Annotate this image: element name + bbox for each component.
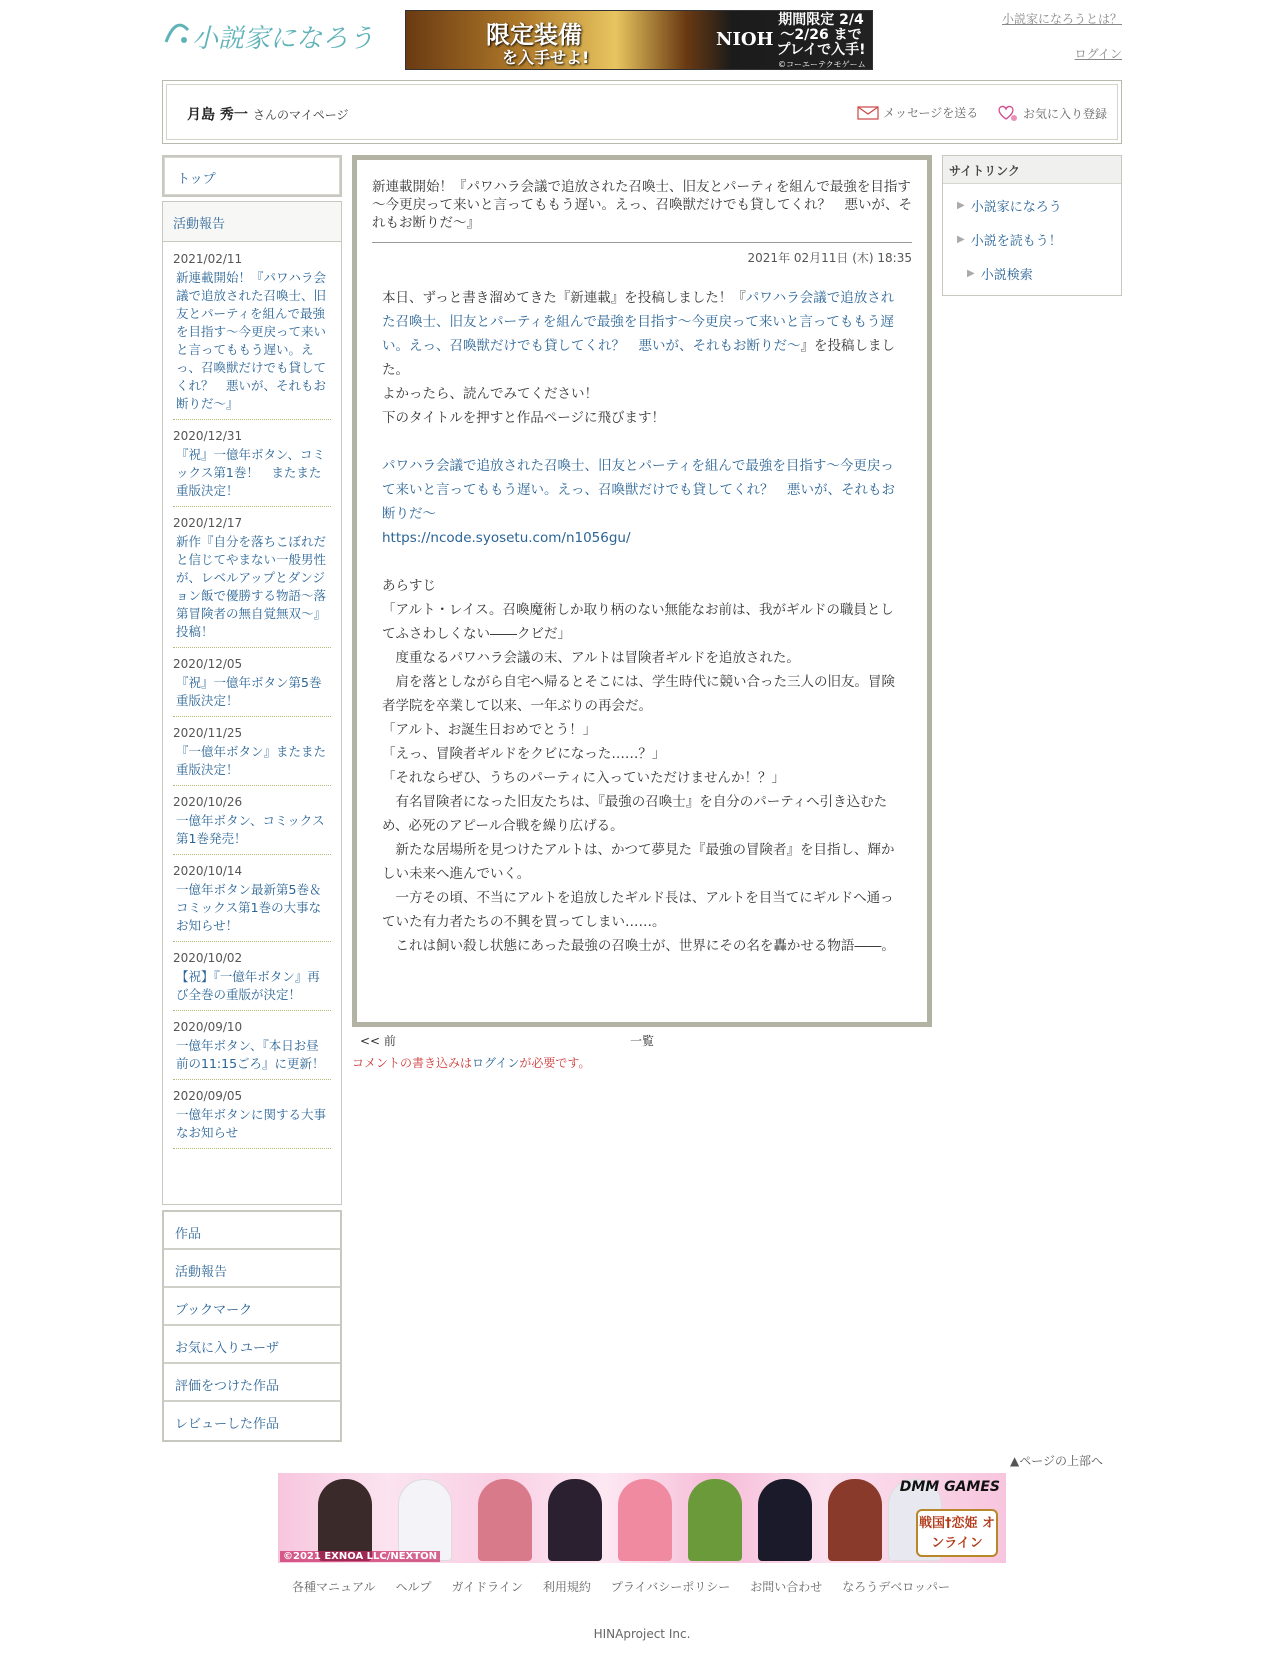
nav-reviewed-works[interactable]: レビューした作品 — [164, 1402, 340, 1440]
synopsis-line: これは飼い殺し状態にあった最強の召喚士が、世界にその名を轟かせる物語――。 — [382, 938, 895, 954]
work-title-link[interactable]: パワハラ会議で追放された召喚士、旧友とパーティを組んで最強を目指す～今更戻って来いと言ってももう遅い。えっ、召喚獣だけでも貸してくれ？ 悪いが、それもお断りだ～ — [382, 458, 895, 522]
report-date: 2020/12/31 — [173, 429, 243, 443]
banner-promo: 期間限定 2/4～2/26 までプレイで入手! — [776, 12, 866, 58]
nav-bookmark[interactable]: ブックマーク — [164, 1288, 340, 1326]
article-paragraph-2: よかったら、読んでみてください！ — [382, 386, 598, 402]
synopsis-line: 「アルト、お誕生日おめでとう！」 — [382, 722, 597, 738]
send-message-label: メッセージを送る — [883, 106, 979, 120]
p1-suffix: 』を投稿しました。 — [382, 338, 895, 378]
report-item — [173, 724, 331, 786]
article-paragraph-1 — [382, 286, 902, 382]
footer-link-help[interactable]: ヘルプ — [395, 1580, 432, 1594]
report-item — [173, 1087, 331, 1149]
nav-favorite-users[interactable]: お気に入りユーザ — [164, 1326, 340, 1364]
article-title: 新連載開始！『パワハラ会議で追放された召喚士、旧友とパーティを組んで最強を目指す～今更戻って来いと言ってももう遅い。えっ、召喚獣だけでも貸してくれ？ 悪いが、それもお断りだ～』 — [372, 179, 912, 231]
synopsis-line: 有名冒険者になった旧友たちは、『最強の召喚士』を自分のパーティへ引き込むため、必死のアピール合戦を繰り広げる。 — [382, 794, 888, 834]
report-item — [173, 655, 331, 717]
banner-line2: を入手せよ! — [502, 48, 590, 67]
report-title[interactable]: 新作『自分を落ちこぼれだと信じてやまない一般男性が、レベルアップとダンジョン飯で優勝する物語～落第冒険者の無自覚無双～』投稿！ — [176, 534, 327, 639]
site-links-head: サイトリンク — [943, 156, 1121, 184]
report-title[interactable]: 一億年ボタン最新第5巻＆コミックス第1巻の大事なお知らせ！ — [176, 882, 322, 933]
footer-link-contact[interactable]: お問い合わせ — [750, 1580, 823, 1594]
banner-copyright: ©コーエーテクモゲームス — [778, 60, 866, 80]
sitelink-label: 小説を読もう！ — [970, 234, 1062, 249]
site-logo[interactable] — [162, 12, 375, 54]
banner-figure — [398, 1479, 452, 1561]
logo-mark-icon — [162, 12, 192, 52]
triangle-right-icon: ▶ — [957, 234, 965, 245]
sitelink-label: 小説検索 — [980, 268, 1033, 283]
report-item — [173, 862, 331, 942]
report-title[interactable]: 『一億年ボタン』またまた重版決定！ — [176, 744, 327, 777]
activity-report-head[interactable]: 活動報告 — [163, 202, 341, 242]
comment-login-link[interactable]: ログイン — [472, 1056, 520, 1070]
report-date: 2020/09/10 — [173, 1020, 243, 1034]
article-date: 2021年 02月11日 (木) 18:35 — [747, 251, 912, 265]
banner-figure — [828, 1479, 882, 1561]
sitelink-search[interactable] — [967, 264, 1033, 283]
article-paragraph-3: 下のタイトルを押すと作品ページに飛びます！ — [382, 410, 665, 426]
activity-report-list — [163, 242, 341, 1149]
report-item — [173, 1018, 331, 1080]
login-link[interactable]: ログイン — [1074, 47, 1122, 61]
synopsis-line: 一方その頃、不当にアルトを追放したギルド長は、アルトを目当てにギルドへ通っていた有力者たちの不興を買ってしまい……。 — [382, 890, 894, 930]
spacer — [382, 430, 902, 454]
header — [162, 8, 1122, 80]
comment-note-suffix: が必要です。 — [519, 1056, 591, 1070]
nav-works[interactable]: 作品 — [164, 1212, 340, 1250]
bottom-ad-banner[interactable] — [278, 1473, 1006, 1563]
activity-report-article — [352, 155, 932, 1027]
activity-report-box — [162, 201, 342, 1205]
mypage-nav — [162, 1210, 342, 1442]
footer-link-terms[interactable]: 利用規約 — [542, 1580, 591, 1594]
footer-link-developer[interactable]: なろうデベロッパー — [842, 1580, 951, 1594]
page-top-link[interactable]: ▲ページの上部へ — [1010, 1454, 1103, 1468]
footer-link-privacy[interactable]: プライバシーポリシー — [610, 1580, 731, 1594]
synopsis-line: 新たな居場所を見つけたアルトは、かつて夢見た『最強の冒険者』を目指し、輝かしい未来へ進んでいく。 — [382, 842, 895, 882]
about-link[interactable]: 小説家になろうとは？ — [1001, 12, 1122, 26]
report-item — [173, 250, 331, 420]
user-page-suffix: さんのマイページ — [253, 108, 349, 122]
comment-note-prefix: コメントの書き込みは — [352, 1056, 473, 1070]
nav-rated-works[interactable]: 評価をつけた作品 — [164, 1364, 340, 1402]
site-links-box — [942, 155, 1122, 296]
report-date: 2020/10/14 — [173, 864, 243, 878]
banner-copyright: ©2021 EXNOA LLC/NEXTON — [280, 1551, 440, 1562]
banner-figure — [478, 1479, 532, 1561]
footer-link-manual[interactable]: 各種マニュアル — [292, 1580, 376, 1594]
banner-figure — [618, 1479, 672, 1561]
left-top-box — [162, 155, 342, 197]
synopsis-line: 肩を落としながら自宅へ帰るとそこには、学生時代に競い合った三人の旧友。冒険者学院を卒業して以来、一年ぶりの再会だ。 — [382, 674, 895, 714]
report-date: 2020/12/17 — [173, 516, 243, 530]
footer-links — [292, 1578, 950, 1595]
work-url-link[interactable]: https://ncode.syosetu.com/n1056gu/ — [382, 530, 631, 546]
list-link[interactable]: 一覧 — [630, 1034, 655, 1048]
synopsis-line: 度重なるパワハラ会議の末、アルトは冒険者ギルドを追放された。 — [382, 650, 800, 666]
sitelink-narou[interactable] — [957, 196, 1062, 215]
report-title[interactable]: 【祝】『一億年ボタン』再び全巻の重版が決定！ — [176, 969, 320, 1002]
synopsis-line: 「それならぜひ、うちのパーティに入っていただけませんか！？」 — [382, 770, 785, 786]
footer-copyright: HINAproject Inc. — [593, 1627, 691, 1641]
report-title[interactable]: 『祝』一億年ボタン第5巻重版決定！ — [176, 675, 322, 708]
article-body — [372, 286, 912, 958]
triangle-right-icon: ▶ — [957, 200, 965, 211]
sitelink-label: 小説家になろう — [970, 200, 1062, 215]
user-bar — [162, 80, 1122, 144]
logo-text: 小説家になろう — [192, 24, 375, 54]
report-title[interactable]: 『祝』一億年ボタン、コミックス第1巻！ またまた重版決定！ — [176, 447, 326, 498]
comment-login-note — [352, 1054, 590, 1071]
add-favorite-button[interactable] — [997, 104, 1107, 122]
triangle-right-icon: ▶ — [967, 268, 975, 279]
user-bar-inner — [166, 84, 1118, 140]
banner-figure — [318, 1479, 372, 1561]
sitelink-yomou[interactable] — [957, 230, 1062, 249]
user-name: 月島 秀一 — [187, 107, 248, 123]
report-item — [173, 949, 331, 1011]
report-item — [173, 514, 331, 648]
synopsis-line: 「アルト・レイス。召喚魔術しか取り柄のない無能なお前は、我がギルドの職員としてふさわしくない――クビだ」 — [382, 602, 894, 642]
report-title[interactable]: 一億年ボタンに関する大事なお知らせ — [176, 1107, 327, 1140]
banner-line1: 限定装備 — [486, 21, 582, 49]
p1-prefix: 本日、ずっと書き溜めてきた『新連載』を投稿しました！『 — [382, 290, 746, 306]
report-date: 2020/10/02 — [173, 951, 243, 965]
report-item — [173, 427, 331, 507]
envelope-icon — [857, 106, 879, 120]
prev-link[interactable]: << 前 — [360, 1034, 396, 1048]
synopsis-line: 「えっ、冒険者ギルドをクビになった……？」 — [382, 746, 666, 762]
footer-link-guideline[interactable]: ガイドライン — [451, 1580, 523, 1594]
report-date: 2020/11/25 — [173, 726, 243, 740]
report-date: 2020/12/05 — [173, 657, 243, 671]
nav-activity-report[interactable]: 活動報告 — [164, 1250, 340, 1288]
report-date: 2020/09/05 — [173, 1089, 243, 1103]
add-favorite-label: お気に入り登録 — [1023, 106, 1108, 121]
nav-top[interactable]: トップ — [164, 157, 340, 195]
report-title[interactable]: 新連載開始！『パワハラ会議で追放された召喚士、旧友とパーティを組んで最強を目指す～今更戻って来いと言ってももう遅い。えっ、召喚獣だけでも貸してくれ？ 悪いが、それもお断りだ～』 — [176, 270, 327, 411]
work-inline-link[interactable]: パワハラ会議で追放された召喚士、旧友とパーティを組んで最強を目指す～今更戻って来いと言ってももう遅い。えっ、召喚獣だけでも貸してくれ？ 悪いが、それもお断りだ～ — [382, 290, 895, 354]
article-divider — [372, 242, 912, 243]
banner-figure — [758, 1479, 812, 1561]
banner-figure — [548, 1479, 602, 1561]
heart-icon — [997, 104, 1019, 122]
report-title[interactable]: 一億年ボタン、コミックス第1巻発売！ — [176, 813, 325, 846]
report-date: 2021/02/11 — [173, 252, 243, 266]
report-title[interactable]: 一億年ボタン、『本日お昼前の11:15ごろ』に更新！ — [176, 1038, 325, 1071]
report-item — [173, 793, 331, 855]
spacer — [382, 550, 902, 574]
banner-game-title: 戦国†恋姫 オンライン — [916, 1509, 998, 1557]
report-date: 2020/10/26 — [173, 795, 243, 809]
send-message-button[interactable] — [857, 104, 978, 121]
banner-brand: DMM GAMES — [899, 1479, 1000, 1495]
banner-figure — [688, 1479, 742, 1561]
synopsis-head: あらすじ — [382, 578, 436, 594]
top-ad-banner[interactable] — [405, 10, 873, 80]
banner-brand: NIOH — [716, 29, 774, 50]
